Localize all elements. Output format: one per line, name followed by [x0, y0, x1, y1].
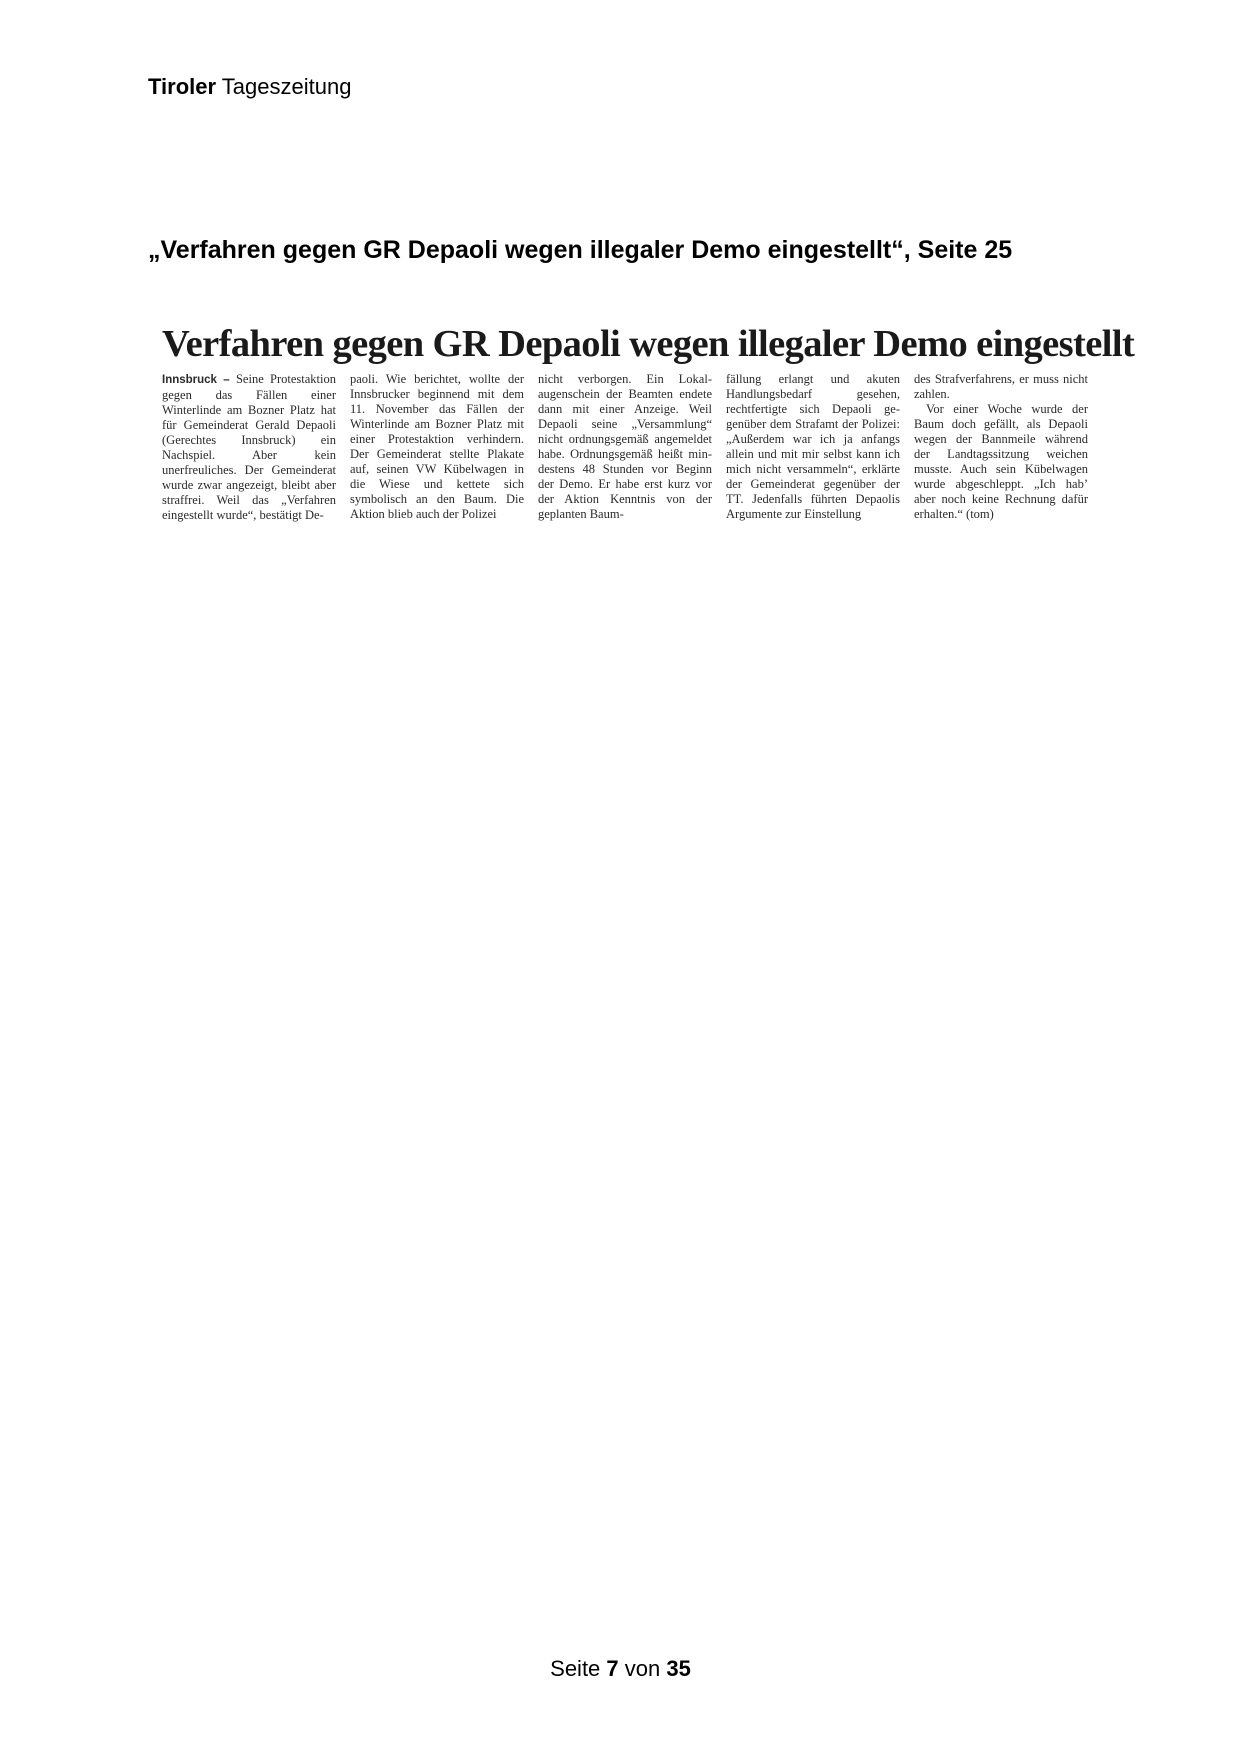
total-pages: 35: [666, 1656, 691, 1681]
article-clipping: [162, 322, 1135, 550]
column-5-text: des Strafverfahrens, er muss nicht zahlen.: [914, 372, 1088, 401]
article-headline: Verfahren gegen GR Depaoli wegen illegaler Demo eingestellt: [162, 323, 1135, 365]
article-column-4: fällung erlangt und akuten Handlungsbedarf gesehen, rechtfertigte sich Depaoli gegenüber dem Strafamt der Polizei: „Außerdem war ich ja anfangs allein und mit mir selbst kann ich mich nicht versammeln“, erklärte der Gemeinderat gegenüber der TT. Jedenfalls führten Depaolis Argumente zur Einstellung: [726, 372, 900, 521]
article-reference-heading: „Verfahren gegen GR Depaoli wegen illegaler Demo eingestellt“, Seite 25: [148, 236, 1013, 264]
page-number: [0, 1656, 1241, 1682]
column-1-text: Seine Protestaktion gegen das Fällen einer Winterlinde am Bozner Platz hat für Gemeinderat Gerald Depaoli (Gerechtes Innsbruck) ein Nachspiel. Aber kein unerfreuliches. Der Gemeinderat wurde zwar angezeigt, bleibt aber straffrei. Weil das „Verfahren eingestellt wurde“, bestätigt De-: [162, 372, 336, 522]
current-page: 7: [606, 1656, 619, 1681]
article-columns: [162, 372, 1088, 523]
page-prefix: Seite: [550, 1656, 607, 1681]
newspaper-name-regular: Tageszeitung: [216, 74, 352, 99]
article-column-2: paoli. Wie berichtet, wollte der Innsbrucker beginnend mit dem 11. November das Fällen der Winterlinde am Bozner Platz mit einer Protestaktion verhindern. Der Gemeinderat stellte Plakate auf, seinen VW Kübelwagen in die Wiese und kettete sich symbolisch an den Baum. Die Aktion blieb auch der Polizei: [350, 372, 524, 521]
article-column-1: [162, 372, 336, 523]
page-separator: von: [618, 1656, 667, 1681]
dateline: Innsbruck –: [162, 374, 230, 386]
column-5-paragraph-2: Vor einer Woche wurde der Baum doch gefällt, als Depaoli wegen der Bannmeile während der Landtagssitzung weichen musste. Auch sein Kübelwagen wurde abgeschleppt. „Ich hab’ aber noch keine Rechnung dafür erhalten.“ (tom): [914, 402, 1088, 521]
article-column-5: [914, 372, 1088, 523]
newspaper-name-bold: Tiroler: [148, 74, 217, 99]
newspaper-name: [148, 74, 351, 100]
article-column-3: nicht verborgen. Ein Lokalaugenschein der Beamten endete dann mit einer Anzeige. Weil Depaoli seine „Versammlung“ nicht ordnungsgemäß angemeldet habe. Ordnungsgemäß heißt mindestens 48 Stunden vor Beginn der Demo. Er habe erst kurz vor der Aktion Kenntnis von der geplanten Baum-: [538, 372, 712, 521]
